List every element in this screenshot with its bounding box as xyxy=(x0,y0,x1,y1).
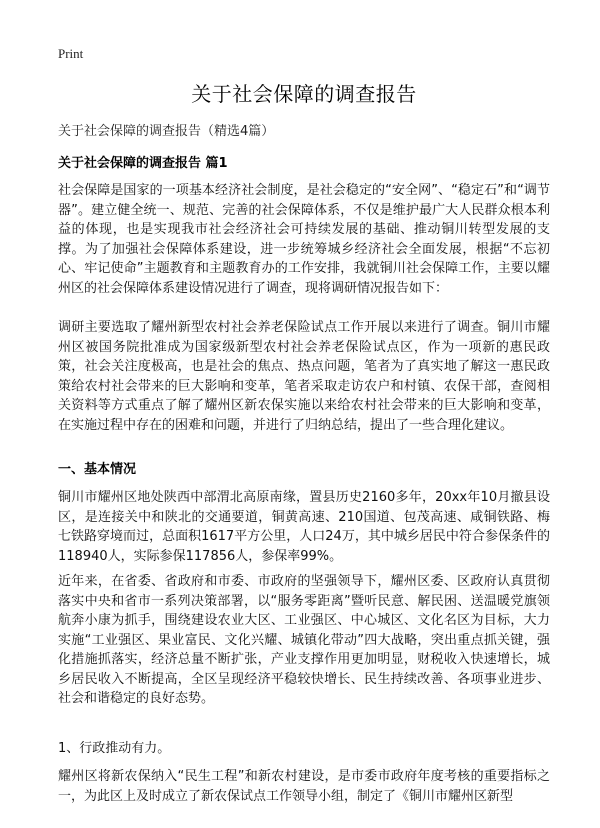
section-heading-article-1: 关于社会保障的调查报告 篇1 xyxy=(58,156,228,171)
section-heading-basic-situation: 一、基本情况 xyxy=(58,462,137,477)
paragraph-development-status: 近年来，在省委、省政府和市委、市政府的坚强领导下，耀州区委、区政府认真贯彻落实中央和省市一系列决策部署，以“服务零距离”暨听民意、解民困、送温暖党旗领航奔小康为抓手，围绕建设农业大区、工业强区、中心城区、文化名区为目标，大力实施“工业强区、果业富民、文化兴耀、城镇化带动”四大战略，突出重点抓关键，强化措施抓落实，经济总量不断扩张，产业支撑作用更加明显，财税收入快速增长，城乡居民收入不断提高，全区呈现经济平稳较快增长、民生持续改善、各项事业进步、社会和谐稳定的良好态势。 xyxy=(58,574,550,706)
document-subtitle: 关于社会保障的调查报告（精选4篇） xyxy=(58,124,275,139)
paragraph-intro: 社会保障是国家的一项基本经济社会制度，是社会稳定的“安全网”、“稳定石”和“调节器”。建立健全统一、规范、完善的社会保障体系，不仅是维护最广大人民群众根本利益的体现，也是实现我市社会经济社会可持续发展的基础、推动铜川转型发展的支撑。为了加强社会保障体系建设，进一步统筹城乡经济社会全面发展，根据“不忘初心、牢记使命”主题教育和主题教育办的工作安排，我就铜川社会保障工作，主要以耀州区的社会保障体系建设情况进行了调查，现将调研情况报告如下： xyxy=(58,183,550,296)
item-heading-administrative: 1、行政推动有力。 xyxy=(58,741,171,756)
document-title: 关于社会保障的调查报告 xyxy=(191,82,417,106)
paragraph-administrative-push: 耀州区将新农保纳入“民生工程”和新农村建设，是市委市政府年度考核的重要指标之一，为此区上及时成立了新农保试点工作领导小组，制定了《铜川市耀州区新型 xyxy=(58,769,550,804)
print-link[interactable]: Print xyxy=(58,46,84,61)
paragraph-survey-scope: 调研主要选取了耀州新型农村社会养老保险试点工作开展以来进行了调查。铜川市耀州区被国务院批准成为国家级新型农村社会养老保险试点区，作为一项新的惠民政策，社会关注度极高，也是社会的焦点、热点问题，笔者为了真实地了解这一惠民政策给农村社会带来的巨大影响和变革，笔者采取走访农户和村镇、农保干部，查阅相关资料等方式重点了解了耀州区新农保实施以来给农村社会带来的巨大影响和变革，在实施过程中存在的困难和问题，并进行了归纳总结，提出了一些合理化建议。 xyxy=(58,320,550,433)
paragraph-region-overview: 铜川市耀州区地处陕西中部渭北高原南缘，置县历史2160多年，20xx年10月撤县设区，是连接关中和陕北的交通要道，铜黄高速、210国道、包茂高速、咸铜铁路、梅七铁路穿境而过，总面积1617平方公里，人口24万，其中城乡居民中符合参保条件的118940人，实际参保117856人，参保率99%。 xyxy=(58,490,550,564)
